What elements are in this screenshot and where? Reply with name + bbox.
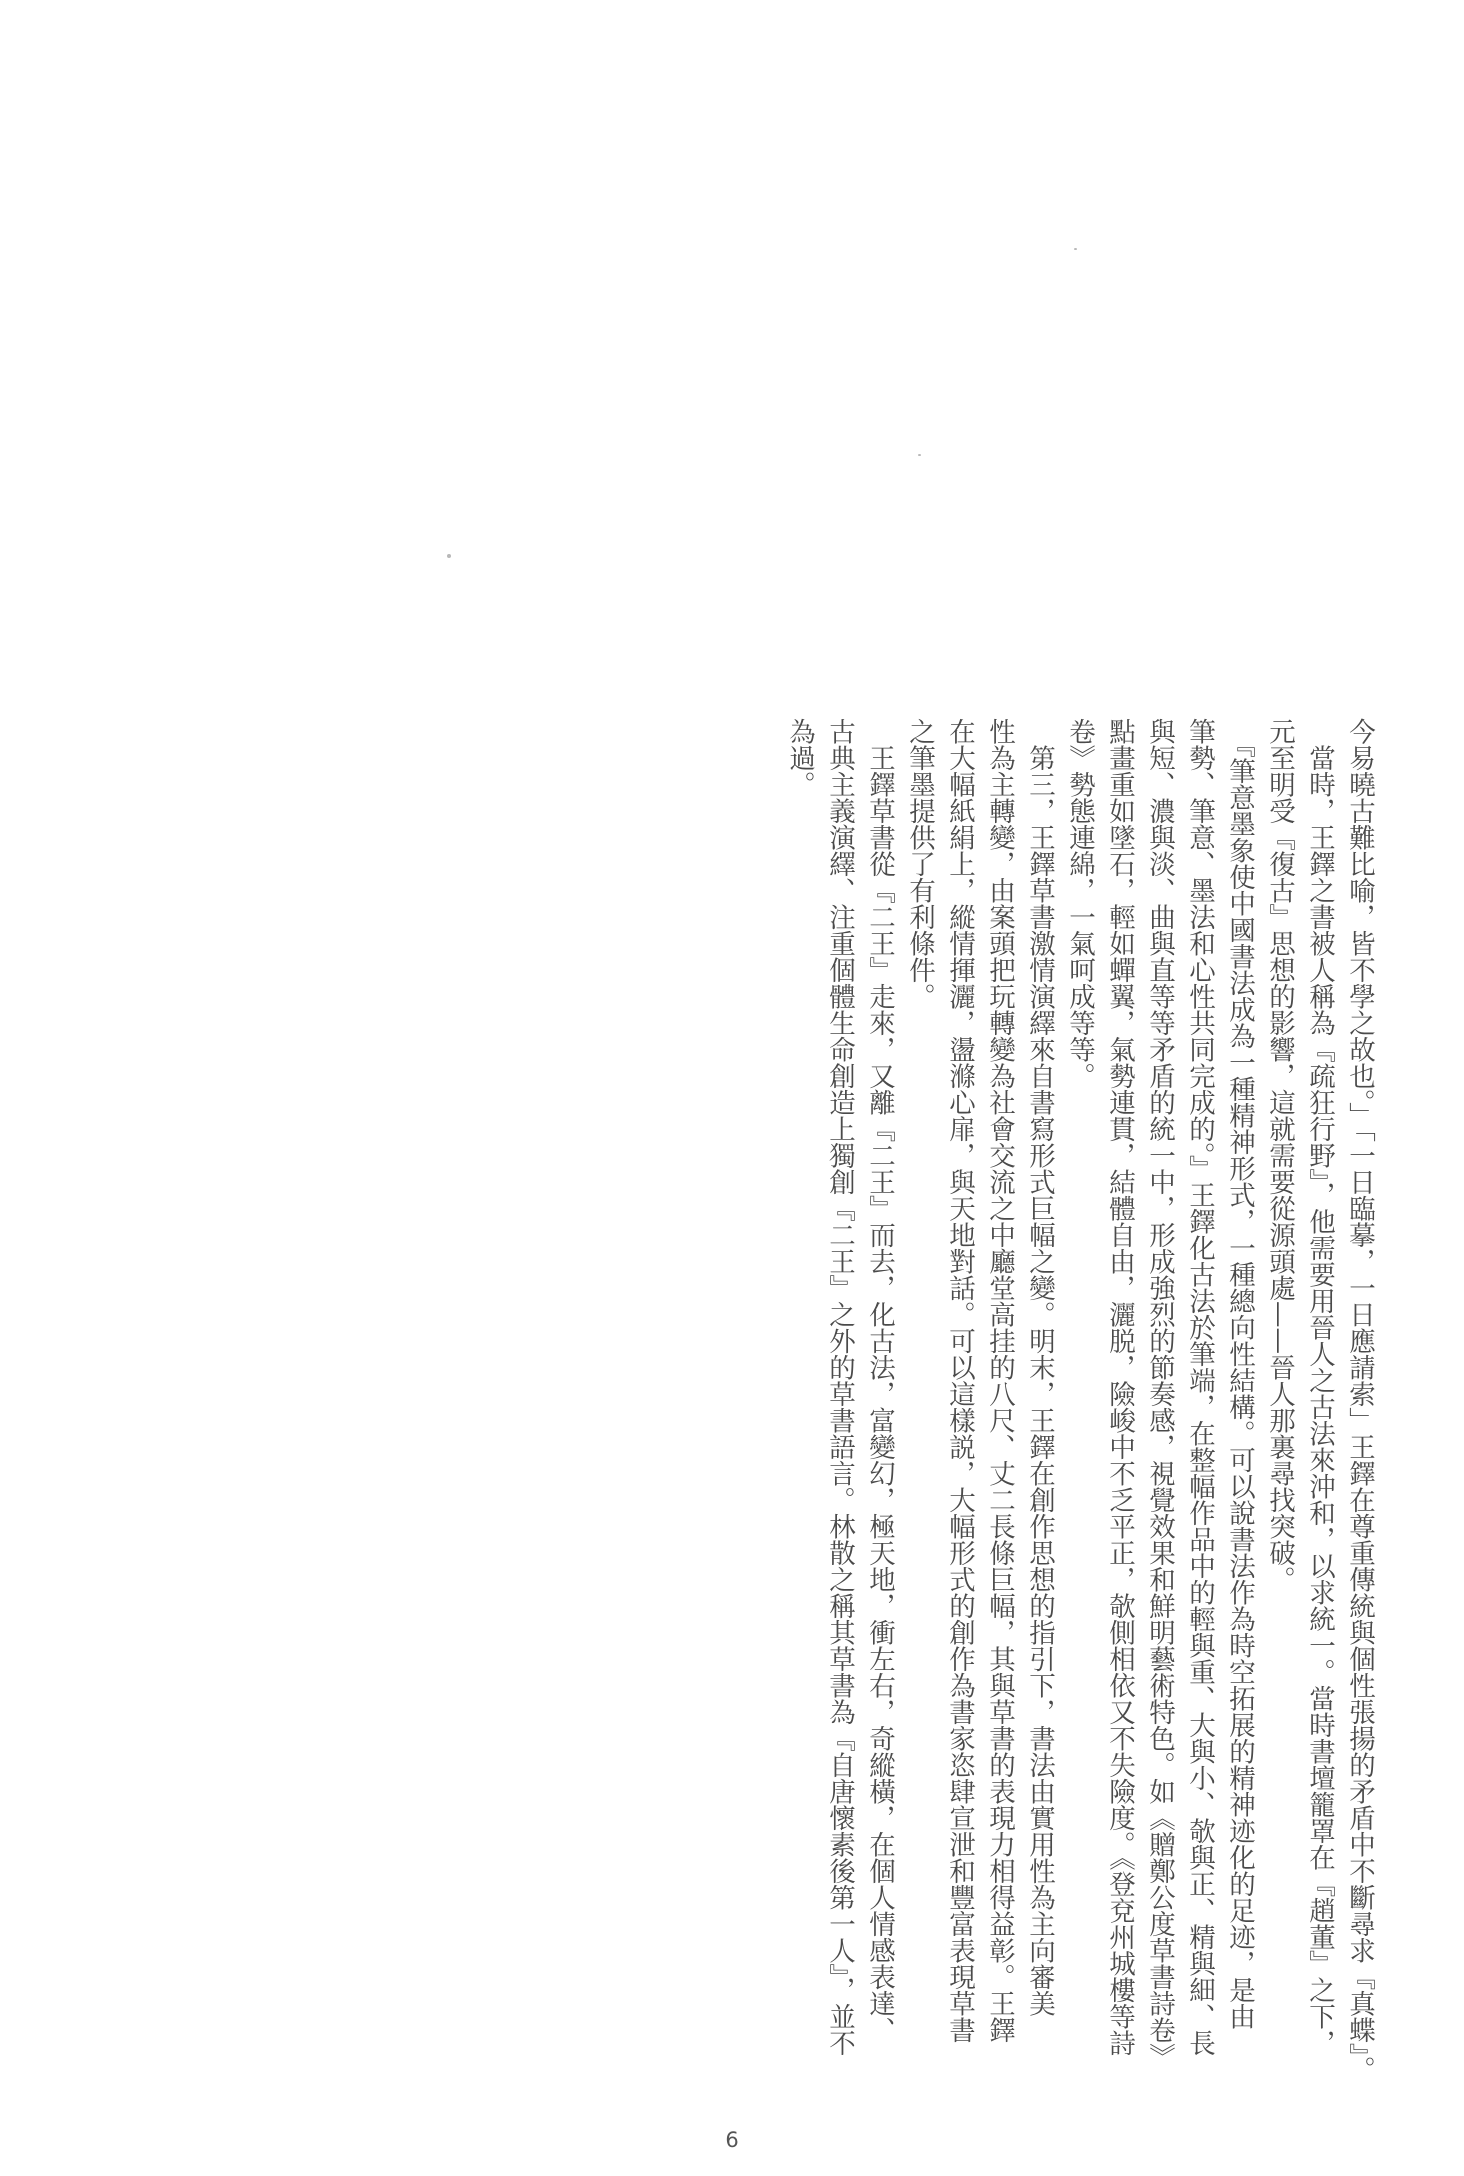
text-column: 元至明受『復古』思想的影響，這就需要從源頭處——晉人那裏尋找突破。 xyxy=(1264,718,1295,1593)
page-number: 6 xyxy=(725,2128,739,2152)
text-column: 卷》勢態連綿，一氣呵成等等。 xyxy=(1064,718,1095,1089)
text-column: 與短、濃與淡、曲與直等等矛盾的統一中，形成強烈的節奏感，視覺效果和鮮明藝術特色。如《贈鄭公度草書詩卷》 xyxy=(1144,718,1175,2070)
text-column: 第三，王鐸草書激情演繹來自書寫形式巨幅之變。明末，王鐸在創作思想的指引下，書法由實用性為主向審美 xyxy=(1024,718,1055,2017)
text-column: 今易曉古難比喻，皆不學之故也。」「一日臨摹，一日應請索」王鐸在尊重傳統與個性張揚的矛盾中不斷尋求『真蝶』。 xyxy=(1344,718,1375,2083)
text-column: 在大幅紙絹上，縱情揮灑，盪滌心扉，與天地對話。可以這樣説，大幅形式的創作為書家恣肆宣泄和豐富表現草書 xyxy=(944,718,975,2043)
text-column: 王鐸草書從『二王』走來，又離『二王』而去，化古法，富變幻，極天地，衝左右，奇縱橫，在個人情感表達、 xyxy=(864,718,895,2043)
body-text xyxy=(628,718,1379,2083)
scan-speck xyxy=(447,554,451,558)
scan-speck xyxy=(1074,248,1077,250)
text-column: 性為主轉變，由案頭把玩轉變為社會交流之中廳堂高挂的八尺、丈二長條巨幅，其與草書的表現力相得益彰。王鐸 xyxy=(984,718,1015,2043)
text-column: 之筆墨提供了有利條件。 xyxy=(904,718,935,1010)
text-column: 筆勢、筆意、墨法和心性共同完成的。』王鐸化古法於筆端，在整幅作品中的輕與重、大與小、欹與正、精與細、長 xyxy=(1184,718,1215,2057)
text-column: 當時，王鐸之書被人稱為『疏狂行野』，他需要用晉人之古法來沖和，以求統一。當時書壇籠罩在『趙董』之下， xyxy=(1304,718,1335,2057)
text-column: 古典主義演繹、注重個體生命創造上獨創『二王』之外的草書語言。林散之稱其草書為『自唐懷素後第一人』，並不 xyxy=(824,718,855,2057)
scan-speck xyxy=(918,454,921,456)
text-column: 『筆意墨象使中國書法成為一種精神形式，一種總向性結構。可以說書法作為時空拓展的精神迹化的足迹，是由 xyxy=(1224,718,1255,2030)
text-column: 為過。 xyxy=(784,718,815,798)
text-column: 點畫重如墜石，輕如蟬翼，氣勢連貫，結體自由，灑脱，險峻中不乏平正，欹側相依又不失險度。《登兗州城樓等詩 xyxy=(1104,718,1135,2057)
